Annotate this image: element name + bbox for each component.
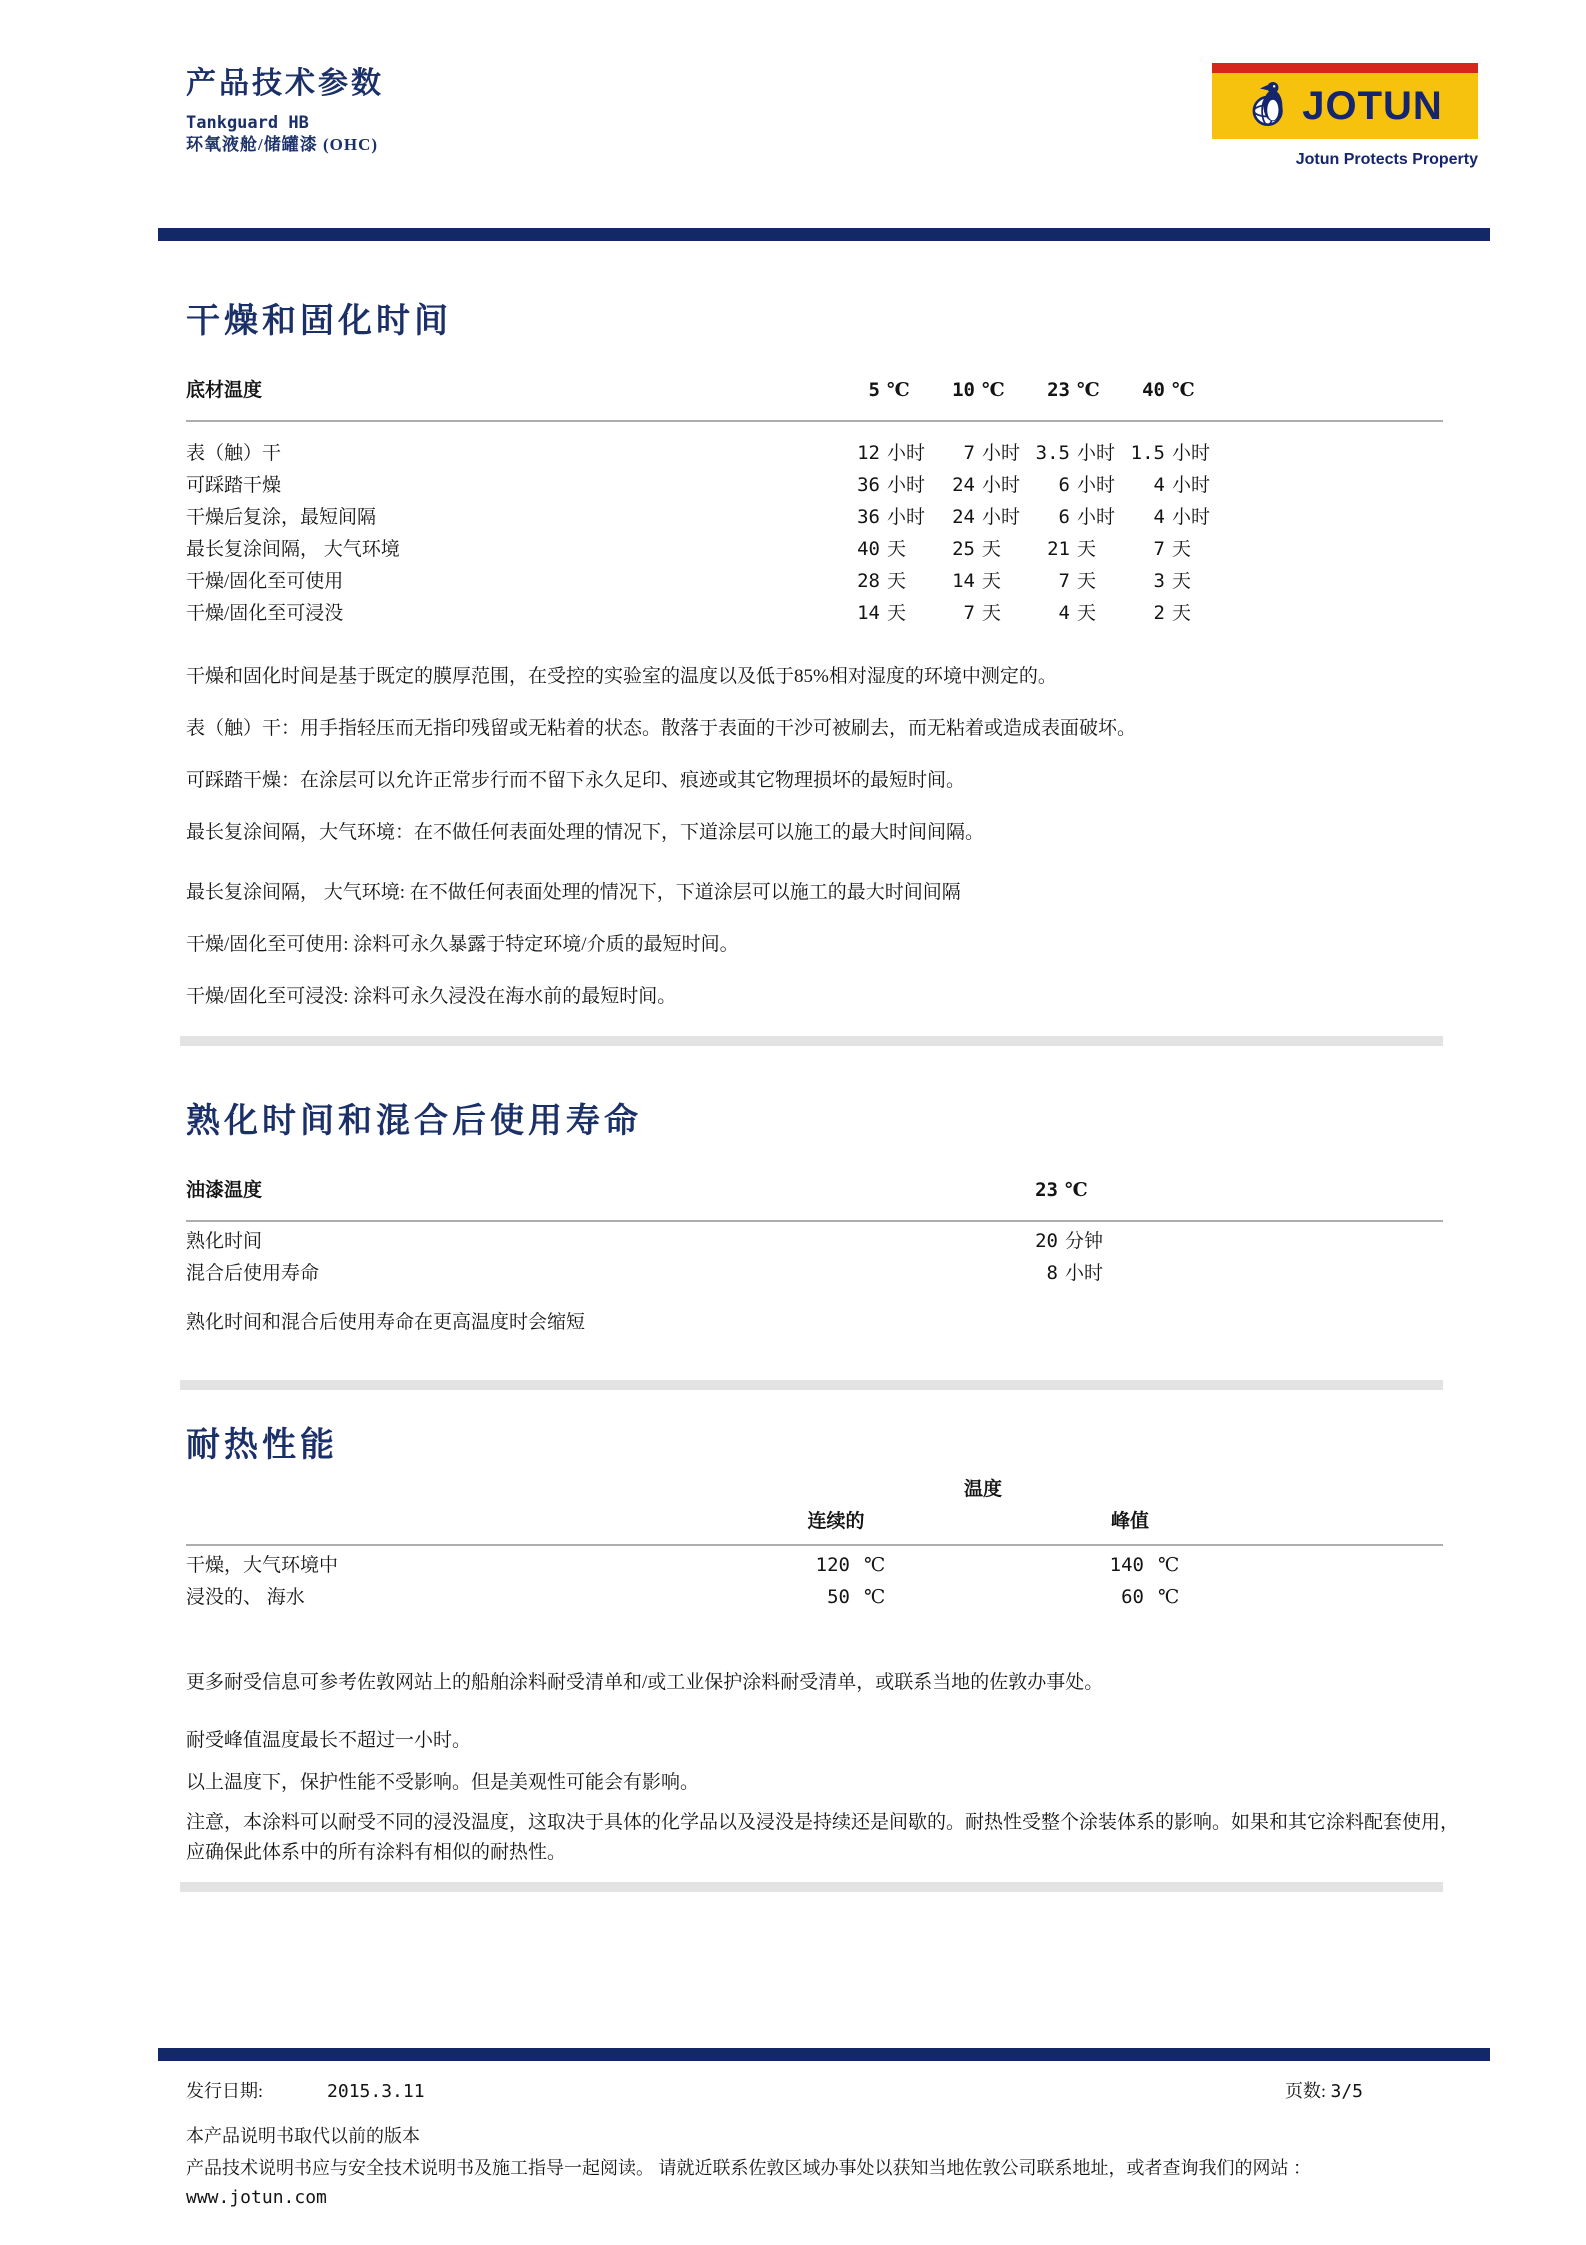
footer-note-2: 产品技术说明书应与安全技术说明书及施工指导一起阅读。 请就近联系佐敦区域办事处以获知当地佐敦公司联系地址，或者查询我们的网站 ： xyxy=(186,2158,1311,2178)
curing-note xyxy=(186,1310,1466,1362)
penguin-globe-icon xyxy=(1247,78,1297,135)
jotun-logo xyxy=(1212,63,1478,169)
note-paragraph: 熟化时间和混合后使用寿命在更高温度时会缩短 xyxy=(186,1312,586,1333)
table-rule xyxy=(186,1544,1443,1546)
drying-table xyxy=(186,378,1443,630)
drying-notes xyxy=(186,664,1466,1036)
issue-date-label: 发行日期: xyxy=(186,2081,264,2101)
section-divider xyxy=(180,1882,1443,1892)
curing-table-header: 油漆温度 23 ℃ xyxy=(186,1178,1443,1204)
drying-table-header xyxy=(186,378,1443,404)
temp-header: 5 ℃ xyxy=(868,379,910,401)
temp-header: 23 ℃ xyxy=(1035,1179,1088,1201)
table-row: 可踩踏干燥 36 小时 24 小时 6 小时 4 小时 xyxy=(186,474,1211,496)
section-heading-drying: 干燥和固化时间 xyxy=(186,303,452,340)
product-name: Tankguard HB xyxy=(186,113,309,133)
group-header-temperature: 温度 xyxy=(963,1479,1002,1500)
note-paragraph: 干燥/固化至可浸没: 涂料可永久浸没在海水前的最短时间。 xyxy=(186,986,677,1007)
temp-header: 40 ℃ xyxy=(1142,379,1195,401)
footer-divider-bar xyxy=(158,2048,1490,2061)
table-row: 混合后使用寿命 8 小时 xyxy=(186,1262,1104,1284)
table-row: 浸没的、 海水 50 ℃ 60 ℃ xyxy=(186,1586,1180,1608)
footer-meta xyxy=(186,2080,1363,2103)
temp-header: 10 ℃ xyxy=(952,379,1005,401)
issue-date-value: 2015.3.11 xyxy=(327,2081,425,2102)
section-divider xyxy=(180,1380,1443,1390)
heat-table-header xyxy=(186,1510,1443,1534)
page-number-value: 3/5 xyxy=(1330,2081,1363,2102)
note-paragraph: 最长复涂间隔， 大气环境: 在不做任何表面处理的情况下，下道涂层可以施工的最大时间间隔 xyxy=(186,882,961,903)
logo-red-strip xyxy=(1212,63,1478,73)
header-divider-bar xyxy=(158,228,1490,241)
section-divider xyxy=(180,1036,1443,1046)
note-paragraph: 注意，本涂料可以耐受不同的浸没温度，这取决于具体的化学品以及浸没是持续还是间歇的。耐热性受整个涂装体系的影响。如果和其它涂料配套使用，应确保此体系中的所有涂料有相似的耐热性。 xyxy=(186,1812,1460,1863)
table-row: 表（触）干 12 小时 7 小时 3.5 小时 1.5 小时 xyxy=(186,442,1211,464)
logo-brand-text: JOTUN xyxy=(1302,83,1443,128)
table-row: 最长复涂间隔， 大气环境 40 天 25 天 21 天 7 天 xyxy=(186,538,1192,560)
note-paragraph: 以上温度下，保护性能不受影响。但是美观性可能会有影响。 xyxy=(186,1772,700,1793)
page-title: 产品技术参数 xyxy=(186,67,384,100)
website-link[interactable]: www.jotun.com xyxy=(186,2187,327,2208)
section-heading-heat: 耐热性能 xyxy=(186,1427,338,1464)
temp-header: 23 ℃ xyxy=(1047,379,1100,401)
section-heading-curing: 熟化时间和混合后使用寿命 xyxy=(186,1103,642,1140)
note-paragraph: 可踩踏干燥：在涂层可以允许正常步行而不留下永久足印、痕迹或其它物理损坏的最短时间。 xyxy=(186,770,966,791)
heat-notes xyxy=(186,1670,1466,1894)
column-header-peak: 峰值 xyxy=(1110,1511,1149,1532)
table-row: 干燥，大气环境中 120 ℃ 140 ℃ xyxy=(186,1554,1180,1576)
issue-date-group xyxy=(186,2080,425,2103)
table-row: 干燥/固化至可使用 28 天 14 天 7 天 3 天 xyxy=(186,570,1192,592)
drying-table-body xyxy=(186,438,1443,630)
table-row: 熟化时间 20 分钟 xyxy=(186,1230,1104,1252)
page-number-group xyxy=(1285,2080,1363,2103)
note-paragraph: 更多耐受信息可参考佐敦网站上的船舶涂料耐受清单和/或工业保护涂料耐受清单，或联系当地的佐敦办事处。 xyxy=(186,1672,1104,1693)
product-description: 环氧液舱/储罐漆 (OHC) xyxy=(186,135,379,154)
column-header-continuous: 连续的 xyxy=(807,1511,865,1532)
note-paragraph: 干燥和固化时间是基于既定的膜厚范围，在受控的实验室的温度以及低于85%相对湿度的环境中测定的。 xyxy=(186,666,1057,687)
header-title-block xyxy=(186,66,384,156)
logo-tagline: Jotun Protects Property xyxy=(1295,151,1478,168)
curing-table-body xyxy=(186,1226,1443,1290)
note-paragraph: 干燥/固化至可使用: 涂料可永久暴露于特定环境/介质的最短时间。 xyxy=(186,934,739,955)
column-header: 底材温度 xyxy=(186,380,263,401)
table-rule xyxy=(186,420,1443,422)
heat-table xyxy=(186,1478,1443,1614)
page-number-label: 页数: xyxy=(1284,2081,1326,2101)
note-paragraph: 表（触）干：用手指轻压而无指印残留或无粘着的状态。散落于表面的干沙可被刷去，而无粘着或造成表面破坏。 xyxy=(186,718,1137,739)
table-row: 干燥后复涂，最短间隔 36 小时 24 小时 6 小时 4 小时 xyxy=(186,506,1211,528)
note-paragraph: 最长复涂间隔，大气环境：在不做任何表面处理的情况下，下道涂层可以施工的最大时间间隔。 xyxy=(186,822,985,843)
footer-note-1: 本产品说明书取代以前的版本 xyxy=(186,2126,420,2146)
table-rule xyxy=(186,1220,1443,1222)
heat-table-body xyxy=(186,1550,1443,1614)
note-paragraph: 耐受峰值温度最长不超过一小时。 xyxy=(186,1730,472,1751)
curing-table xyxy=(186,1178,1443,1290)
table-row: 干燥/固化至可浸没 14 天 7 天 4 天 2 天 xyxy=(186,602,1192,624)
logo-box xyxy=(1212,73,1478,139)
